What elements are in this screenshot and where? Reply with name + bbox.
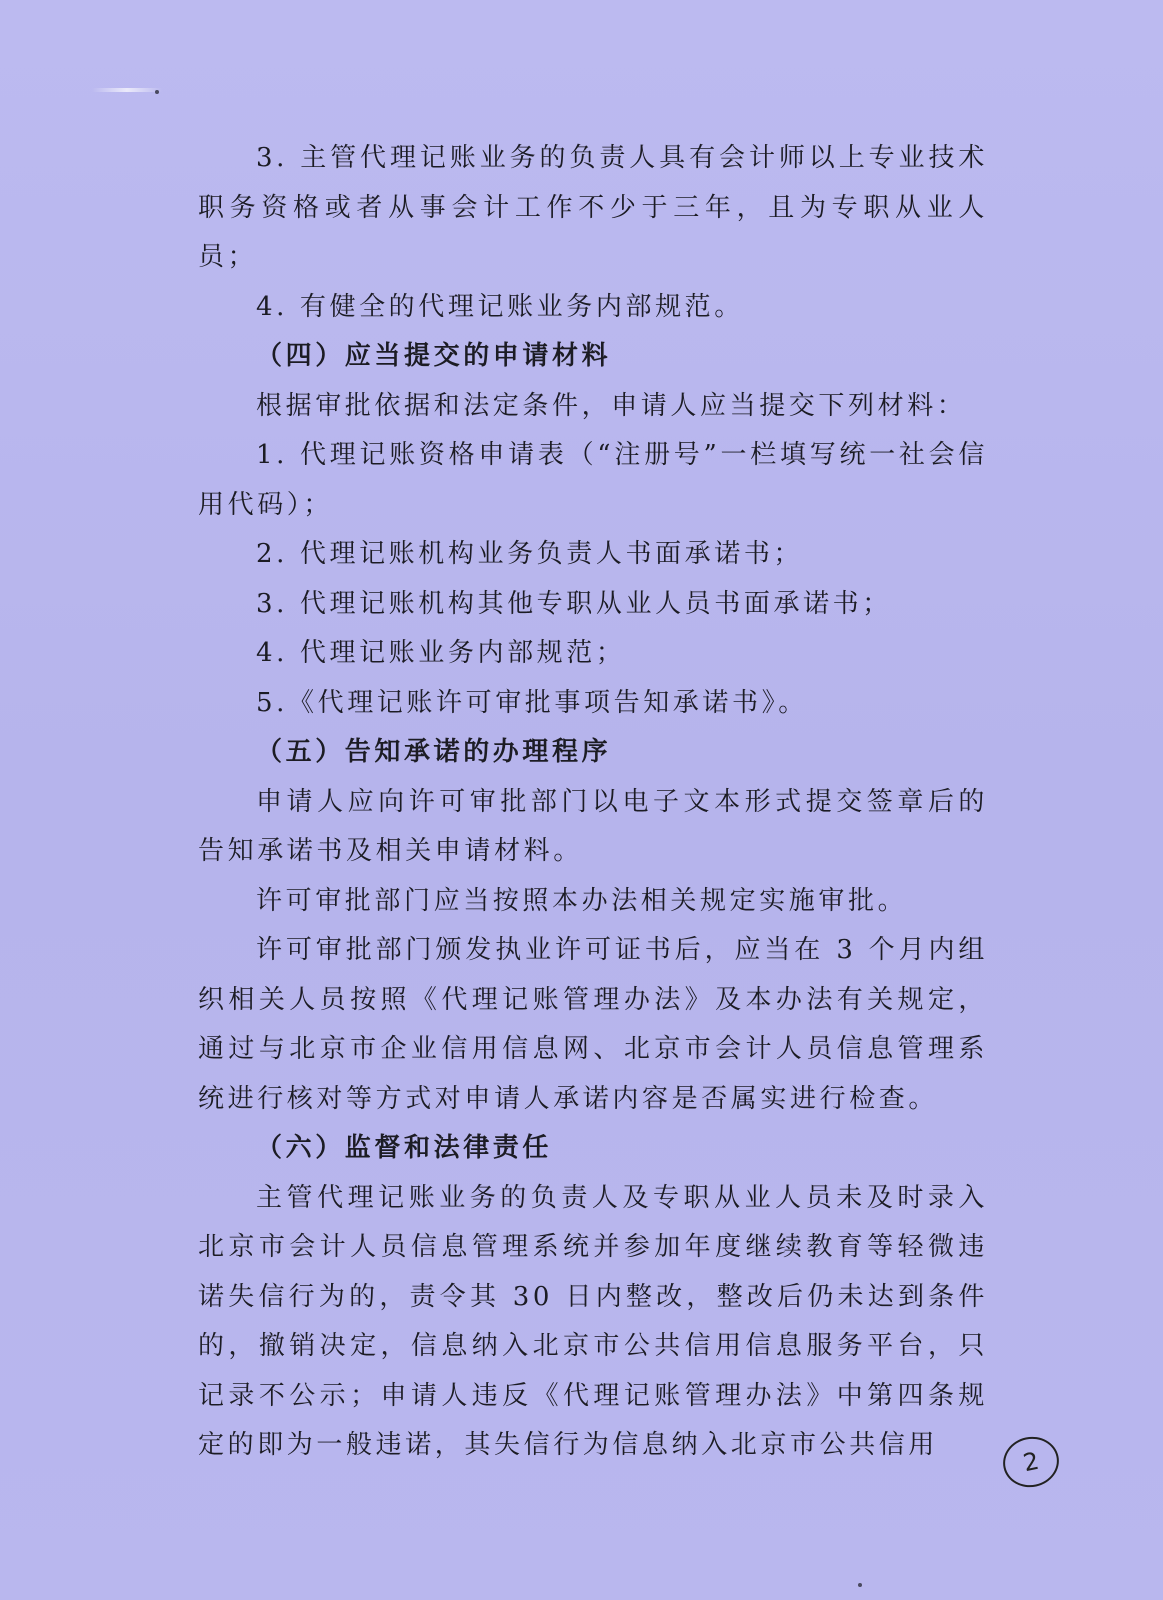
paragraph: 申请人应向许可审批部门以电子文本形式提交签章后的告知承诺书及相关申请材料。 — [198, 786, 988, 866]
document-body — [198, 134, 988, 1471]
page-number: 2 — [998, 1432, 1063, 1493]
paragraph: 2. 代理记账机构业务负责人书面承诺书； — [256, 539, 804, 569]
scan-dot — [155, 90, 159, 94]
paragraph: 根据审批依据和法定条件，申请人应当提交下列材料： — [256, 390, 967, 421]
section-heading: （六）监督和法律责任 — [256, 1133, 553, 1163]
paragraph: 3. 主管代理记账业务的负责人具有会计师以上专业技术职务资格或者从事会计工作不少于三年，且为专职从业人员； — [198, 143, 988, 272]
scan-dot — [858, 1583, 862, 1587]
paragraph: 5.《代理记账许可审批事项告知承诺书》。 — [256, 687, 808, 718]
scan-artifact — [92, 88, 162, 92]
paragraph: 4. 有健全的代理记账业务内部规范。 — [256, 291, 744, 322]
section-heading: （五）告知承诺的办理程序 — [256, 737, 612, 767]
paragraph: 许可审批部门颁发执业许可证书后，应当在 3 个月内组织相关人员按照《代理记账管理办法》及本办法有关规定，通过与北京市企业信用信息网、北京市会计人员信息管理系统进行核对等方式对申请人承诺内容是否属实进行检查。 — [198, 935, 988, 1114]
paragraph: 许可审批部门应当按照本办法相关规定实施审批。 — [256, 885, 908, 916]
paragraph: 1. 代理记账资格申请表（“注册号”一栏填写统一社会信用代码）； — [198, 440, 988, 520]
paragraph: 主管代理记账业务的负责人及专职从业人员未及时录入北京市会计人员信息管理系统并参加年度继续教育等轻微违诺失信行为的，责令其 30 日内整改，整改后仍未达到条件的，撤销决定，信息纳入北京市公共信用信息服务平台，只记录不公示；申请人违反《代理记账管理办法》中第四条规定的即为一般违诺，其失信行为信息纳入北京市公共信用 — [198, 1182, 988, 1460]
paragraph: 3. 代理记账机构其他专职从业人员书面承诺书； — [256, 588, 892, 619]
section-heading: （四）应当提交的申请材料 — [256, 341, 612, 371]
paragraph: 4. 代理记账业务内部规范； — [256, 638, 626, 668]
